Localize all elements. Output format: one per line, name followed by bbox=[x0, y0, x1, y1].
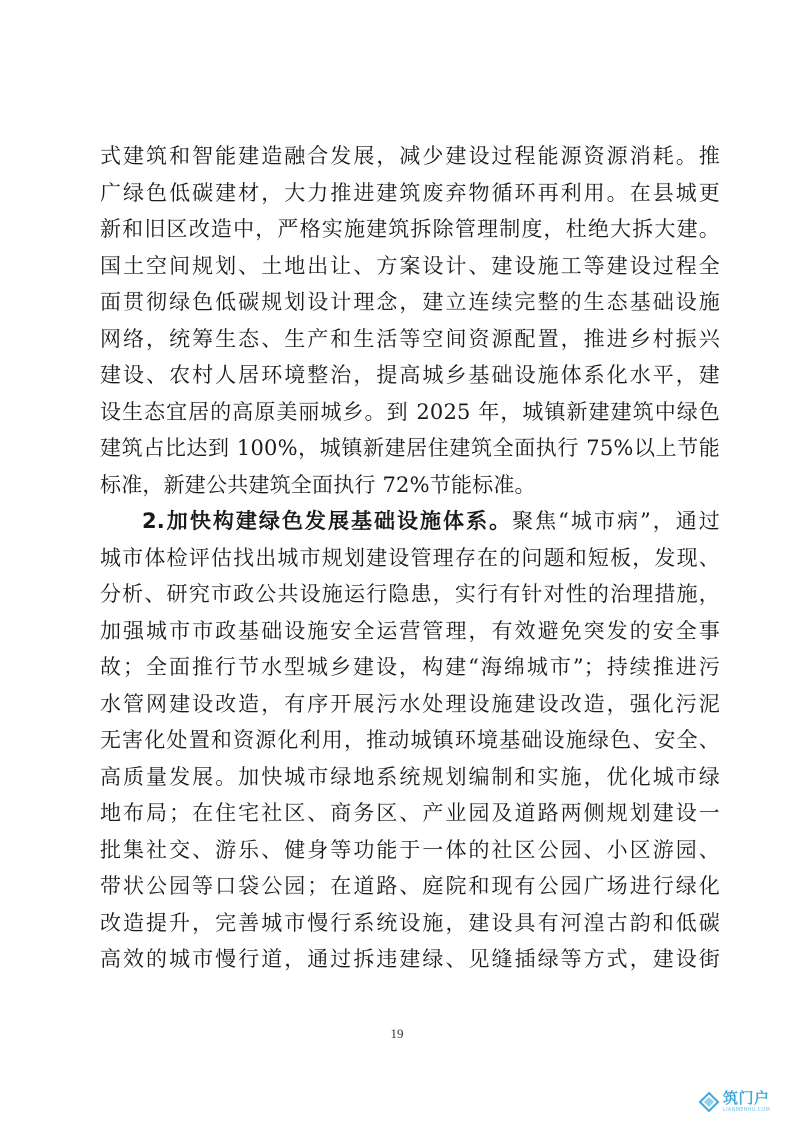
text-line: 设生态宜居的高原美丽城乡。到 2025 年，城镇新建建筑中绿色 bbox=[100, 399, 720, 424]
section-heading-line bbox=[100, 503, 720, 540]
text-line: 建筑占比达到 100%，城镇新建居住建筑全面执行 75%以上节能 bbox=[100, 436, 720, 460]
text-line: 改造提升，完善城市慢行系统设施，建设具有河湟古韵和低碳 bbox=[100, 910, 720, 935]
text-line: 网络，统筹生态、生产和生活等空间资源配置，推进乡村振兴 bbox=[100, 326, 720, 351]
text-line: 面贯彻绿色低碳规划设计理念，建立连续完整的生态基础设施 bbox=[100, 290, 720, 314]
watermark-sub: LIANMENHU.COM bbox=[723, 1107, 771, 1113]
text-line: 地布局；在住宅社区、商务区、产业园及道路两侧规划建设一 bbox=[100, 801, 720, 825]
watermark-brand: 筑门户 bbox=[723, 1089, 770, 1107]
section-heading-rest: 聚焦“城市病”，通过 bbox=[512, 509, 720, 533]
text-line: 高质量发展。加快城市绿地系统规划编制和实施，优化城市绿 bbox=[100, 764, 720, 789]
text-line: 标准，新建公共建筑全面执行 72%节能标准。 bbox=[100, 472, 536, 497]
text-line: 高效的城市慢行道，通过拆违建绿、见缝插绿等方式，建设街 bbox=[100, 947, 720, 971]
text-line: 带状公园等口袋公园；在道路、庭院和现有公园广场进行绿化 bbox=[100, 874, 720, 898]
text-line: 城市体检评估找出城市规划建设管理存在的问题和短板，发现、 bbox=[100, 545, 720, 570]
text-line: 分析、研究市政公共设施运行隐患，实行有针对性的治理措施， bbox=[100, 582, 720, 606]
section-heading: 2.加快构建绿色发展基础设施体系。 bbox=[142, 509, 513, 533]
watermark bbox=[698, 1087, 782, 1117]
page-number: 19 bbox=[390, 1026, 404, 1041]
text-line: 新和旧区改造中，严格实施建筑拆除管理制度，杜绝大拆大建。 bbox=[100, 217, 720, 241]
text-line: 批集社交、游乐、健身等功能于一体的社区公园、小区游园、 bbox=[100, 837, 720, 862]
text-line: 故；全面推行节水型城乡建设，构建“海绵城市”；持续推进污 bbox=[100, 655, 720, 679]
text-line: 水管网建设改造，有序开展污水处理设施建设改造，强化污泥 bbox=[100, 691, 720, 716]
text-line: 无害化处置和资源化利用，推动城镇环境基础设施绿色、安全、 bbox=[100, 728, 720, 752]
text-line: 建设、农村人居环境整治，提高城乡基础设施体系化水平，建 bbox=[100, 363, 720, 387]
text-line: 国土空间规划、土地出让、方案设计、建设施工等建设过程全 bbox=[100, 253, 720, 278]
text-line: 广绿色低碳建材，大力推进建筑废弃物循环再利用。在县城更 bbox=[100, 180, 720, 205]
body-text bbox=[100, 138, 720, 978]
brand-logo-icon bbox=[698, 1091, 720, 1113]
text-line: 式建筑和智能建造融合发展，减少建设过程能源资源消耗。推 bbox=[100, 144, 720, 168]
text-line: 加强城市市政基础设施安全运营管理，有效避免突发的安全事 bbox=[100, 618, 720, 643]
watermark-text bbox=[723, 1091, 770, 1113]
